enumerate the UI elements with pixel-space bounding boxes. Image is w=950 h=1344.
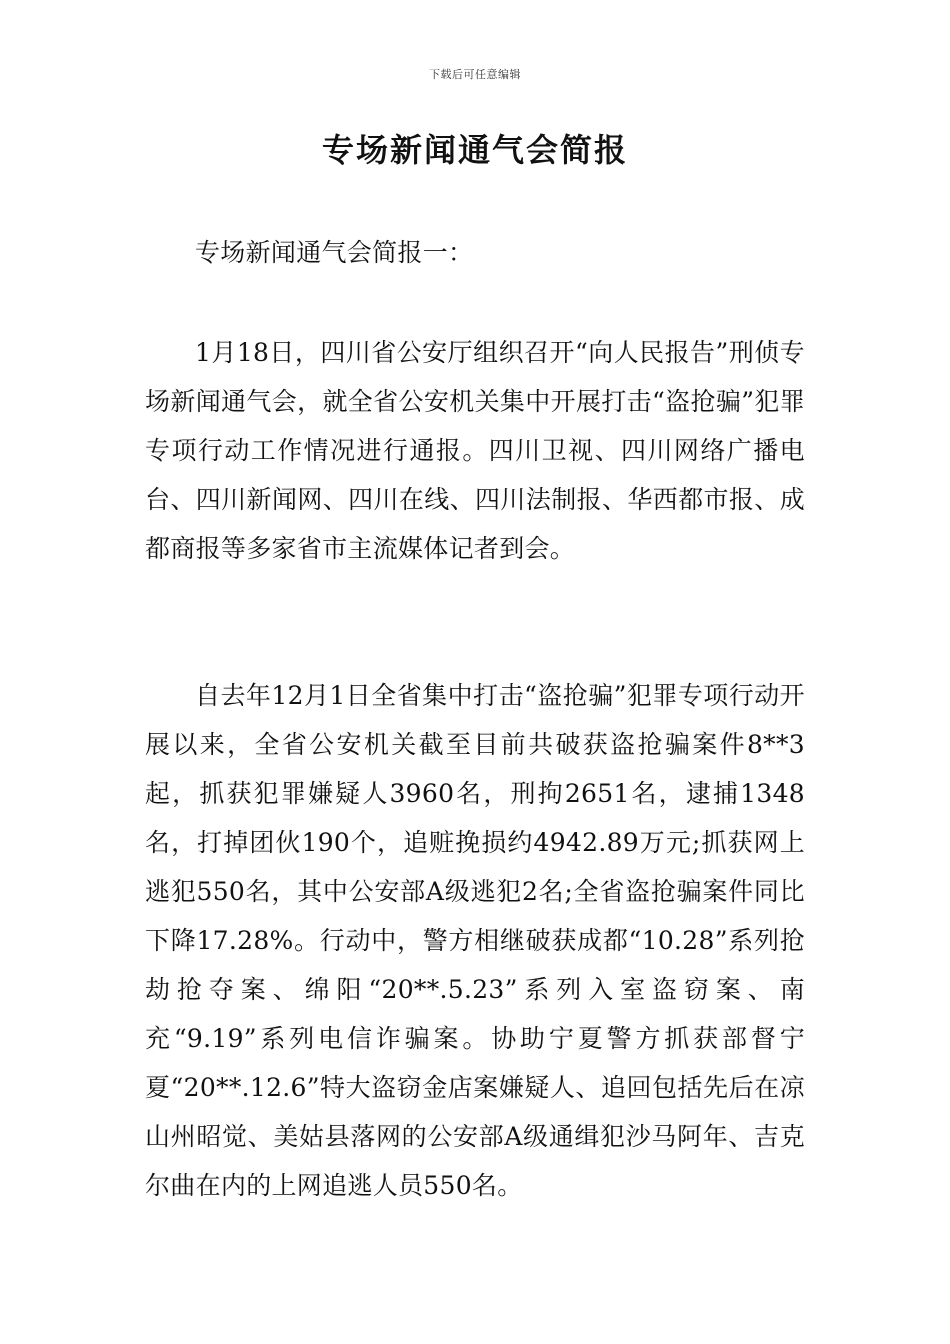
header-note: 下载后可任意编辑 xyxy=(429,68,521,81)
section-subtitle: 专场新闻通气会简报一： xyxy=(195,238,474,267)
document-title: 专场新闻通气会简报 xyxy=(321,131,628,169)
body-paragraph-1: 1月18日，四川省公安厅组织召开“向人民报告”刑侦专场新闻通气会，就全省公安机关集中开展打击“盗抢骗”犯罪专项行动工作情况进行通报。四川卫视、四川网络广播电台、四川新闻网、四川在线、四川法制报、华西都市报、成都商报等多家省市主流媒体记者到会。 xyxy=(145,338,805,563)
body-paragraph-2: 自去年12月1日全省集中打击“盗抢骗”犯罪专项行动开展以来，全省公安机关截至目前共破获盗抢骗案件8**3起，抓获犯罪嫌疑人3960名，刑拘2651名，逮捕1348名，打掉团伙190个，追赃挽损约4942.89万元;抓获网上逃犯550名，其中公安部A级逃犯2名;全省盗抢骗案件同比下降17.28%。行动中，警方相继破获成都“10.28”系列抢劫抢夺案、绵阳“20**.5.23”系列入室盗窃案、南充“9.19”系列电信诈骗案。协助宁夏警方抓获部督宁夏“20**.12.6”特大盗窃金店案嫌疑人、追回包括先后在凉山州昭觉、美姑县落网的公安部A级通缉犯沙马阿年、吉克尔曲在内的上网追逃人员550名。 xyxy=(145,681,805,1200)
